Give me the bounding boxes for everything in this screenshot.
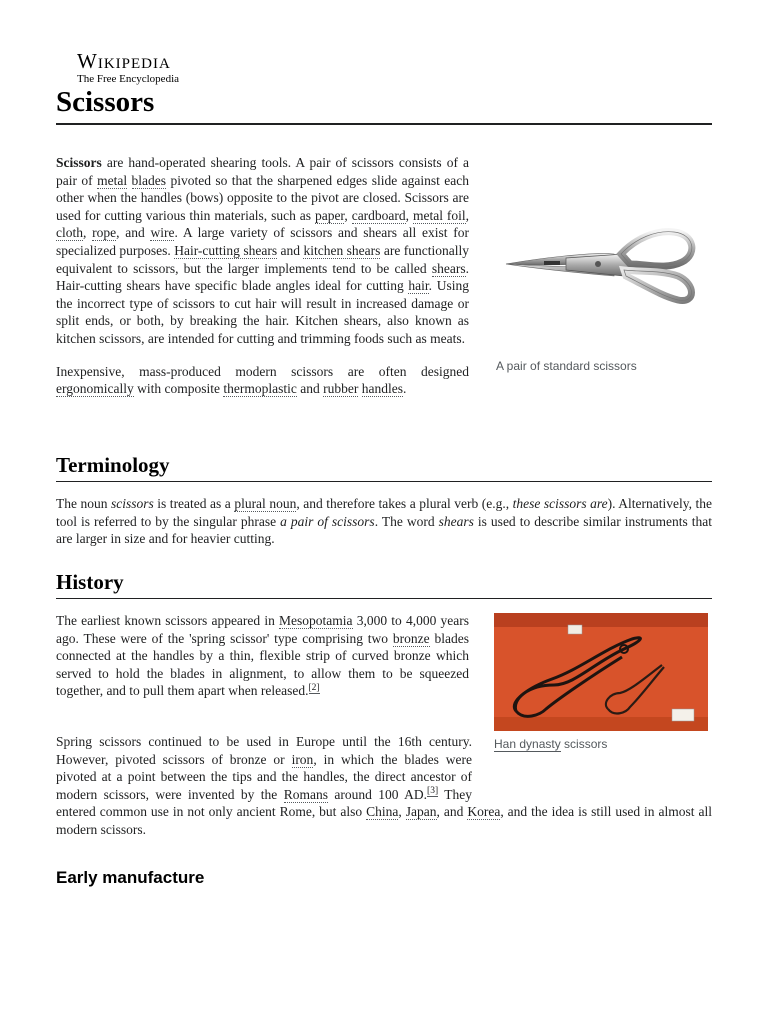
terminology-paragraph: The noun scissors is treated as a plural noun, and therefore takes a plural verb (e.g., these scissors are). Alternatively, the tool is referred to by the singular phrase a pair of scissors. The word shears is used to describe similar instruments that are larger in size and for heavier cutting. bbox=[56, 496, 712, 547]
link-rope[interactable]: rope bbox=[92, 225, 117, 241]
link-cloth[interactable]: cloth bbox=[56, 225, 83, 241]
heading-history: History bbox=[56, 569, 712, 599]
bold-term: Scissors bbox=[56, 155, 102, 170]
heading-terminology: Terminology bbox=[56, 452, 712, 482]
link-blades[interactable]: blades bbox=[131, 172, 167, 188]
intro-paragraph-2: Inexpensive, mass-produced modern scissors are often designed ergonomically with composite thermoplastic and rubber handles. bbox=[56, 363, 469, 397]
link-hair[interactable]: hair bbox=[408, 278, 429, 294]
intro-section bbox=[56, 154, 469, 398]
history-paragraph-2: Spring scissors continued to be used in Europe until the 16th century. However, pivoted scissors of bronze or iron, in which the blades were pivoted at a point between the tips and the handles, the direct ancestor of modern scissors, were invented by the Romans around 100 AD.[3] They entered common use in not only ancient Rome, but also China, Japan, and Korea, and the idea is still used in almost all modern scissors. bbox=[56, 734, 713, 837]
han-scissors-image[interactable] bbox=[494, 613, 708, 731]
logo-tagline: The Free Encyclopedia bbox=[77, 73, 180, 85]
heading-early-manufacture: Early manufacture bbox=[56, 868, 205, 887]
scissors-image[interactable] bbox=[496, 224, 706, 344]
link-romans[interactable]: Romans bbox=[283, 786, 328, 802]
link-wire[interactable]: wire bbox=[150, 225, 175, 241]
link-thermoplastic[interactable]: thermoplastic bbox=[223, 381, 297, 397]
link-handles[interactable]: handles bbox=[361, 381, 403, 397]
terminology-section bbox=[56, 495, 712, 548]
link-metal[interactable]: metal bbox=[97, 172, 128, 188]
link-cardboard[interactable]: cardboard bbox=[351, 207, 406, 223]
italic-term: these scissors are bbox=[512, 496, 608, 511]
link-mesopotamia[interactable]: Mesopotamia bbox=[279, 613, 353, 628]
history-paragraph-1: The earliest known scissors appeared in Mesopotamia 3,000 to 4,000 years ago. These were of the 'spring scissor' type comprising two bronze blades connected at the handles by a thin, flexible strip of curved bronze which served to hold the blades in alignment, to allow them to be squeezed together, and to pull them apart when released.[2] bbox=[56, 613, 469, 699]
italic-term: scissors bbox=[111, 496, 154, 511]
link-bronze[interactable]: bronze bbox=[392, 630, 430, 646]
history-section-2 bbox=[56, 733, 712, 839]
page-title: Scissors bbox=[56, 84, 712, 125]
figure-han-dynasty-scissors bbox=[494, 613, 710, 751]
wikipedia-logo[interactable] bbox=[77, 50, 179, 86]
logo-wordmark: Wikipedia bbox=[77, 49, 171, 73]
link-paper[interactable]: paper bbox=[314, 207, 345, 223]
history-section-1 bbox=[56, 612, 469, 700]
link-kitchen-shears[interactable]: kitchen shears bbox=[303, 242, 381, 258]
link-hair-cutting-shears[interactable]: Hair-cutting shears bbox=[174, 242, 278, 258]
italic-term: shears bbox=[438, 513, 474, 529]
italic-term: a pair of scissors bbox=[280, 513, 375, 529]
figure-caption: Han dynasty scissors bbox=[494, 737, 608, 751]
link-ergonomically[interactable]: ergonomically bbox=[56, 381, 134, 397]
link-rubber[interactable]: rubber bbox=[323, 381, 359, 397]
intro-paragraph-1: Scissors are hand-operated shearing tools. A pair of scissors consists of a pair of metal blades pivoted so that the sharpened edges slide against each other when the handles (bows) opposite to the pivot are closed. Scissors are used for cutting various thin materials, such as paper, cardboard, metal foil, cloth, rope, and wire. A large variety of scissors and shears all exist for specialized purposes. Hair-cutting shears and kitchen shears are functionally equivalent to scissors, but the larger implements tend to be called shears. Hair-cutting shears have specific blade angles ideal for cutting hair. Using the incorrect type of scissors to cut hair will result in increased damage or split ends, or both, by breaking the hair. Kitchen shears, also known as kitchen scissors, are intended for cutting and trimming foods such as meats. bbox=[56, 155, 470, 346]
link-shears[interactable]: shears bbox=[431, 260, 466, 276]
han-dynasty-link[interactable]: Han dynasty bbox=[494, 737, 561, 751]
link-japan[interactable]: Japan bbox=[405, 804, 437, 820]
link-iron[interactable]: iron bbox=[291, 751, 314, 767]
link-china[interactable]: China bbox=[366, 804, 399, 820]
link-metal-foil[interactable]: metal foil bbox=[412, 207, 466, 223]
citation-link[interactable]: [3] bbox=[427, 786, 439, 797]
link-plural-noun[interactable]: plural noun bbox=[234, 496, 297, 511]
figure-standard-scissors bbox=[496, 224, 712, 373]
citation-link[interactable]: [2] bbox=[308, 682, 320, 693]
link-korea[interactable]: Korea bbox=[467, 804, 501, 820]
figure-caption: A pair of standard scissors bbox=[496, 359, 637, 373]
